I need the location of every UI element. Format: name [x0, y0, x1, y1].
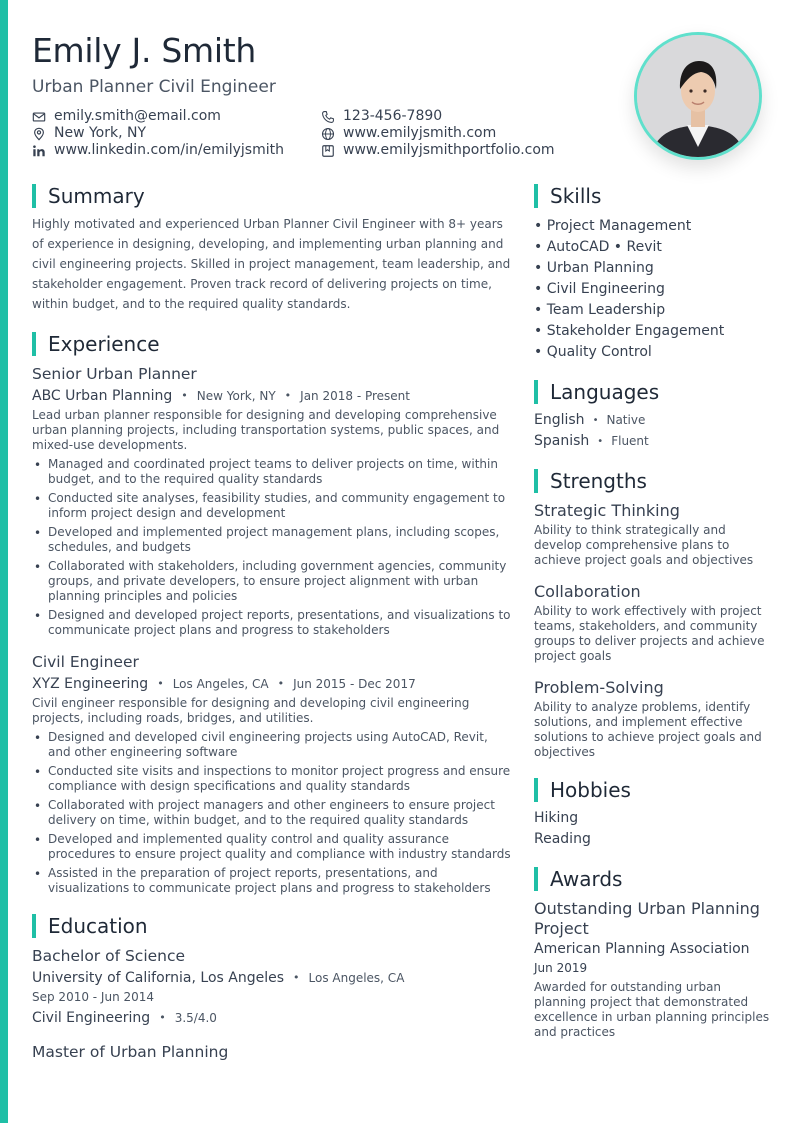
strength-title: Problem-Solving [534, 678, 664, 697]
field-of-study: Civil Engineering [32, 1010, 151, 1026]
main-column [32, 184, 512, 1062]
job-description: Lead urban planner responsible for designing and developing comprehensive urban planning projects, including transportation systems, public spaces, and mixed-use developments. [32, 408, 500, 452]
portfolio-icon [321, 144, 335, 158]
strength-item [534, 678, 770, 760]
strengths-heading [534, 469, 770, 493]
languages-heading-text: Languages [550, 380, 660, 404]
list-item: • Quality Control [534, 344, 652, 360]
list-item: • Managed and coordinated project teams to deliver projects on time, within budget, and to the required quality standards [32, 457, 512, 487]
section-accent-bar [534, 380, 538, 404]
contact-portfolio[interactable] [321, 142, 555, 159]
list-item: Hiking [534, 810, 579, 826]
skills-list [534, 216, 770, 363]
separator-dot: • [293, 971, 300, 984]
strength-desc: Ability to analyze problems, identify solutions, and implement effective solutions to achieve project goals and objectives [534, 700, 762, 759]
profile-photo-illustration [637, 35, 759, 157]
section-accent-bar [32, 184, 36, 208]
list-item: • Collaborated with stakeholders, including government agencies, community groups, and private developers, to ensure project alignment with urban planning principles and policies [32, 559, 512, 604]
separator-dot: • [284, 389, 292, 402]
phone-icon [321, 110, 335, 124]
location-text: New York, NY [54, 125, 147, 141]
languages-list [534, 410, 770, 452]
strengths-heading-text: Strengths [550, 469, 647, 493]
job-bullets [32, 457, 512, 638]
award-date: Jun 2019 [534, 961, 588, 975]
profile-photo [634, 32, 762, 160]
job-company: XYZ Engineering [32, 676, 149, 692]
languages-heading [534, 380, 770, 404]
strength-title: Strategic Thinking [534, 501, 680, 520]
job-meta [32, 386, 512, 406]
separator-dot: • [157, 677, 164, 690]
list-item: • Conducted site visits and inspections to monitor project progress and ensure compliance with design specifications and quality standards [32, 764, 512, 794]
summary-text: Highly motivated and experienced Urban Planner Civil Engineer with 8+ years of experience in designing, developing, and implementing urban planning and civil engineering projects. Skilled in project management, team leadership, and stakeholder engagement. Proven track record of delivering projects on time, within budget, and to the required quality standards. [32, 217, 511, 311]
list-item: • Urban Planning [534, 260, 654, 276]
award-org: American Planning Association [534, 941, 750, 957]
degree-title: Bachelor of Science [32, 947, 186, 965]
education-meta [32, 968, 512, 988]
section-accent-bar [534, 469, 538, 493]
job-title: Senior Urban Planner [32, 365, 197, 383]
list-item [534, 431, 770, 452]
list-item: • AutoCAD • Revit [534, 239, 662, 255]
degree-title: Master of Urban Planning [32, 1043, 229, 1061]
language-name: Spanish [534, 433, 590, 449]
strength-desc: Ability to work effectively with project teams, stakeholders, and community groups to deliver projects and achieve project goals [534, 604, 765, 663]
separator-dot: • [277, 677, 285, 690]
education-heading [32, 914, 512, 938]
education-entry [32, 946, 512, 1028]
contact-phone[interactable] [321, 108, 442, 125]
skills-heading [534, 184, 770, 208]
language-name: English [534, 412, 585, 428]
location-pin-icon [32, 127, 46, 141]
list-item: Reading [534, 831, 591, 847]
education-field-row [32, 1008, 512, 1028]
strength-item [534, 582, 770, 664]
contact-website[interactable] [321, 125, 496, 142]
hobbies-heading [534, 778, 770, 802]
job-bullets [32, 730, 512, 896]
job-dates: Jun 2015 - Dec 2017 [293, 677, 416, 691]
job-company: ABC Urban Planning [32, 388, 173, 404]
section-accent-bar [534, 867, 538, 891]
job-meta [32, 674, 512, 694]
sidebar-column [534, 184, 770, 1040]
summary-heading-text: Summary [48, 184, 145, 208]
portfolio-text: www.emilyjsmithportfolio.com [343, 142, 555, 158]
separator-dot: • [597, 436, 604, 447]
award-desc: Awarded for outstanding urban planning project that demonstrated excellence in urban planning principles and practices [534, 980, 770, 1039]
contact-linkedin[interactable] [32, 142, 284, 159]
list-item: • Designed and developed civil engineering projects using AutoCAD, Revit, and other engineering software [32, 730, 512, 760]
job-title: Civil Engineer [32, 653, 139, 671]
accent-bar [0, 0, 8, 1123]
globe-icon [321, 127, 335, 141]
language-level: Fluent [611, 434, 649, 448]
list-item: • Developed and implemented project management plans, including scopes, schedules, and budgets [32, 525, 512, 555]
education-entry [32, 1042, 512, 1062]
awards-heading-text: Awards [550, 867, 623, 891]
section-accent-bar [534, 778, 538, 802]
strength-title: Collaboration [534, 582, 641, 601]
list-item: • Developed and implemented quality control and quality assurance procedures to ensure project quality and compliance with industry standards [32, 832, 512, 862]
list-item [534, 410, 770, 431]
school-location: Los Angeles, CA [308, 971, 405, 985]
list-item: • Conducted site analyses, feasibility studies, and community engagement to inform project design and development [32, 491, 512, 521]
education-dates: Sep 2010 - Jun 2014 [32, 990, 155, 1004]
list-item: • Project Management [534, 218, 692, 234]
section-accent-bar [534, 184, 538, 208]
separator-dot: • [181, 389, 188, 402]
email-text: emily.smith@email.com [54, 108, 221, 124]
language-level: Native [606, 413, 646, 427]
contact-email[interactable] [32, 108, 221, 125]
gpa: 3.5/4.0 [174, 1011, 217, 1025]
job-entry [32, 364, 512, 638]
separator-dot: • [159, 1011, 166, 1024]
list-item: • Stakeholder Engagement [534, 323, 725, 339]
job-description: Civil engineer responsible for designing and developing civil engineering projects, including roads, bridges, and utilities. [32, 696, 470, 725]
job-entry [32, 652, 512, 896]
candidate-title: Urban Planner Civil Engineer [32, 77, 276, 97]
list-item: • Team Leadership [534, 302, 666, 318]
school-name: University of California, Los Angeles [32, 970, 285, 986]
hobbies-list [534, 808, 770, 850]
linkedin-icon [32, 144, 46, 158]
award-item [534, 899, 770, 1040]
summary-heading [32, 184, 512, 208]
hobbies-heading-text: Hobbies [550, 778, 631, 802]
linkedin-text: www.linkedin.com/in/emilyjsmith [54, 142, 284, 158]
job-location: New York, NY [196, 389, 276, 403]
candidate-name: Emily J. Smith [32, 31, 256, 70]
list-item: • Collaborated with project managers and other engineers to ensure project delivery on time, within budget, and to the required quality standards [32, 798, 512, 828]
contact-location [32, 125, 146, 142]
list-item: • Designed and developed project reports, presentations, and visualizations to communicate project plans and progress to stakeholders [32, 608, 512, 638]
mail-icon [32, 110, 46, 124]
list-item: • Assisted in the preparation of project reports, presentations, and visualizations to communicate project plans and progress to stakeholders [32, 866, 512, 896]
website-text: www.emilyjsmith.com [343, 125, 497, 141]
separator-dot: • [592, 415, 599, 426]
phone-text: 123-456-7890 [343, 108, 443, 124]
experience-heading-text: Experience [48, 332, 160, 356]
list-item: • Civil Engineering [534, 281, 665, 297]
awards-heading [534, 867, 770, 891]
job-location: Los Angeles, CA [172, 677, 269, 691]
section-accent-bar [32, 332, 36, 356]
strength-desc: Ability to think strategically and develop comprehensive plans to achieve project goals and objectives [534, 523, 754, 567]
strength-item [534, 501, 770, 568]
section-accent-bar [32, 914, 36, 938]
education-heading-text: Education [48, 914, 148, 938]
job-dates: Jan 2018 - Present [300, 389, 410, 403]
experience-heading [32, 332, 512, 356]
skills-heading-text: Skills [550, 184, 602, 208]
header [32, 30, 632, 98]
award-title: Outstanding Urban Planning Project [534, 899, 760, 938]
